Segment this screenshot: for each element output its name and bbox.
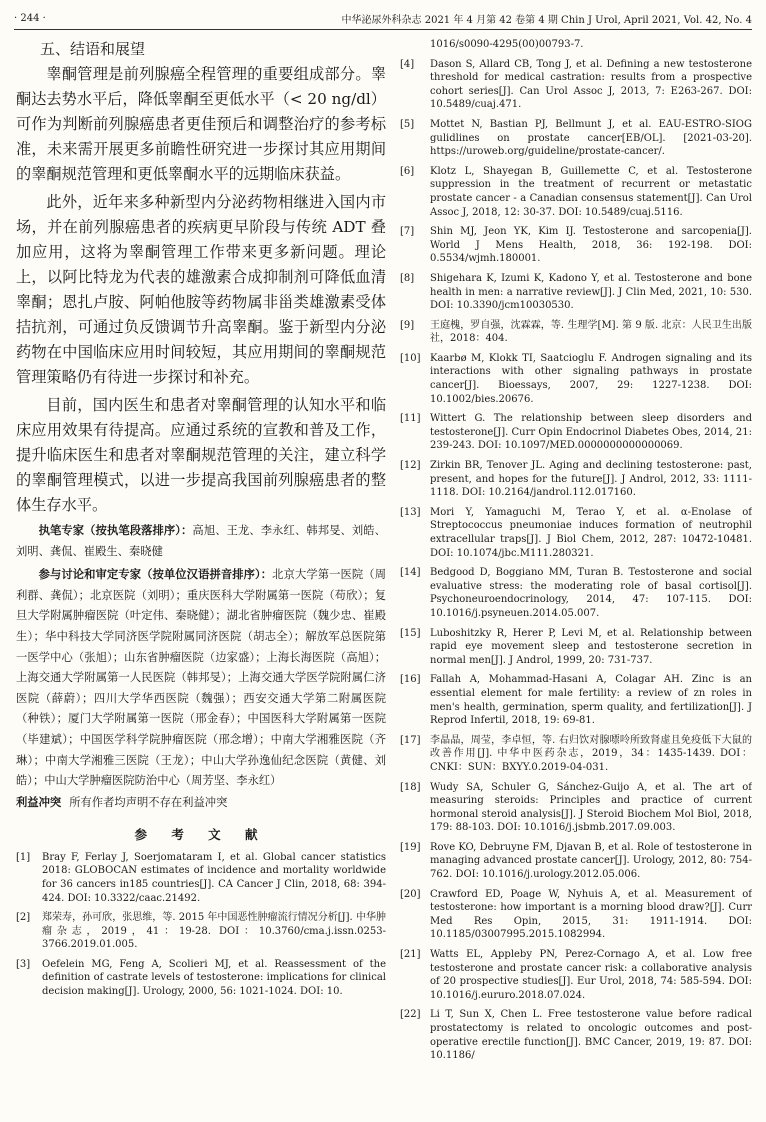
reference-number: [20] (400, 888, 421, 900)
reference-number: [19] (400, 841, 421, 853)
reference-item (400, 627, 752, 668)
left-column (16, 38, 386, 1112)
reference-item (16, 911, 386, 952)
journal-info: 中华泌尿外科杂志 2021 年 4 月第 42 卷第 4 期 Chin J Urol, April 2021, Vol. 42, No. 4 (341, 14, 752, 26)
reference-number: [13] (400, 506, 421, 518)
reference-text: Bray F, Ferlay J, Soerjomataram I, et al. Global cancer statistics 2018: GLOBOCAN estimates of incidence and mortality worldwide for 36 cancers in185 countries[J]. CA Cancer J Clin, 2018, 68: 394-424. DOI: 10.3322/caac.21492. (42, 851, 386, 904)
writing-experts (16, 520, 386, 562)
reference-number: [9] (400, 319, 415, 331)
reference-number: [15] (400, 627, 421, 639)
reference-number: [14] (400, 567, 421, 579)
reference-text: Wittert G. The relationship between sleep disorders and testosterone[J]. Curr Opin Endocrinol Diabetes Obes, 2014, 21: 239-243. DOI: 10.1097/MED.0000000000000069. (430, 413, 752, 452)
reference-item (400, 888, 752, 942)
reference-item (400, 319, 752, 346)
reference-text: Dason S, Allard CB, Tong J, et al. Defining a new testosterone threshold for medical castration: results from a prospective cohort series[J]. Can Urol Assoc J, 2013, 7: E263-267. DOI: 10.5489/cuaj.471. (430, 58, 752, 111)
reference-text: Watts EL, Appleby PN, Perez-Cornago A, et al. Low free testosterone and prostate cancer risk: a collaborative analysis of 20 prospective studies[J]. Eur Urol, 2018, 74: 585-594. DOI: 10.1016/j.eururo.2018.07.024. (430, 949, 752, 1001)
reference-text: Shigehara K, Izumi K, Kadono Y, et al. Testosterone and bone health in men: a narrative review[J]. J Clin Med, 2021, 10: 530. DOI: 10.3390/jcm10030530. (430, 272, 752, 312)
reference-number: [16] (400, 674, 421, 686)
coi-text: 所有作者均声明不存在利益冲突 (69, 795, 228, 809)
reference-item (400, 841, 752, 882)
reference-text: 郑荣寿，孙可欣，张思维，等. 2015 年中国恶性肿瘤流行情况分析[J]. 中华肿瘤杂志，2019，41：19-28. DOI：10.3760/cma.j.issn.0253-3766.2019.01.005. (42, 912, 386, 951)
reference-text: Li T, Sun X, Chen L. Free testosterone value before radical prostatectomy is related to oncologic outcomes and post-operative erectile function[J]. BMC Cancer, 2019, 19: 87. DOI: 10.1186/ (430, 1009, 752, 1062)
references-list-left (16, 851, 386, 999)
reference-number: [7] (400, 226, 415, 238)
reference-text: Klotz L, Shayegan B, Guillemette C, et al. Testosterone suppression in the treatment of recurrent or metastatic prostate cancer - a Canadian consensus statement[J]. Can Urol Assoc J, 2018, 12: 30-37. DOI: 10.5489/cuaj.5116. (430, 165, 752, 218)
coi-label: 利益冲突 (16, 794, 62, 809)
review-experts-label: 参与讨论和审定专家（按单位汉语拼音排序）： (38, 567, 273, 582)
page-number: · 244 · (14, 12, 46, 24)
body-paragraph-2: 此外，近年来多种新型内分泌药物相继进入国内市场，并在前列腺癌患者的疾病更早阶段与传统 ADT 叠加应用，这将为睾酮管理工作带来更多新问题。理论上，以阿比特龙为代表的雄激素合成抑制剂可降低血清睾酮；恩扎卢胺、阿帕他胺等药物属非甾类雄激素受体拮抗剂，可通过负反馈调节升高睾酮。鉴于新型内分泌药物在中国临床应用时间较短，其应用期间的睾酮规范管理策略仍有待进一步探讨和补充。 (16, 193, 386, 386)
writing-experts-label: 执笔专家（按执笔段落排序）： (38, 523, 193, 537)
writing-experts-names: 高旭、王龙、李永红、韩邦旻、刘皓、刘明、龚侃、崔殿生、秦晓健 (16, 524, 386, 558)
reference-number: [3] (16, 958, 31, 970)
reference-item (400, 352, 752, 406)
reference-item (400, 58, 752, 112)
references-title: 参 考 文 献 (134, 826, 268, 842)
body-paragraph-1: 睾酮管理是前列腺癌全程管理的重要组成部分。睾酮达去势水平后，降低睾酮至更低水平（< 20 ng/dl）可作为判断前列腺癌患者更佳预后和调整治疗的参考标准，未来需开展更多前瞻性研究进一步探讨其应用期间的睾酮规范管理和更低睾酮水平的远期临床获益。 (16, 65, 386, 183)
reference-item (400, 272, 752, 313)
reference-text: Fallah A, Mohammad-Hasani A, Colagar AH. Zinc is an essential element for male fertility: a review of zn roles in men's health, germination, sperm quality, and fertilization[J]. J Reprod Infertil, 2018, 19: 69-81. (430, 674, 752, 727)
reference-text: Luboshitzky R, Herer P, Levi M, et al. Relationship between rapid eye movement sleep and testosterone secretion in normal men[J]. J Androl, 1999, 20: 731-737. (430, 627, 752, 666)
reference-number: [6] (400, 165, 415, 177)
reference-item (400, 459, 752, 500)
reference-number: [8] (400, 272, 415, 284)
reference-item (400, 734, 752, 775)
review-experts (16, 564, 386, 792)
reference-number: [10] (400, 352, 421, 364)
review-experts-names: 北京大学第一医院（周利群、龚侃）；北京医院（刘明）；重庆医科大学附属第一医院（苟欣）；复旦大学附属肿瘤医院（叶定伟、秦晓健）；湖北省肿瘤医院（魏少忠、崔殿生）；华中科技大学同济医学院附属同济医院（胡志全）；解放军总医院第一医学中心（张旭）；山东省肿瘤医院（边家盛）；上海长海医院（高旭）；上海交通大学附属第一人民医院（韩邦旻）；上海交通大学医学院附属仁济医院（薛蔚）；四川大学华西医院（魏强）；西安交通大学第二附属医院（种铁）；厦门大学附属第一医院（邢金春）；中国医科大学附属第一医院（毕建斌）；中国医学科学院肿瘤医院（邢念增）；中南大学湘雅医院（齐琳）；中南大学湘雅三医院（王龙）；中山大学孙逸仙纪念医院（黄健、刘皓）；中山大学肿瘤医院防治中心（周芳坚、李永红） (16, 568, 386, 788)
reference-item (400, 948, 752, 1002)
conflict-of-interest (16, 792, 386, 813)
reference-text: Bedgood D, Boggiano MM, Turan B. Testosterone and social evaluative stress: the moderating role of basal cortisol[J]. Psychoneuroendocrinology, 2014, 47: 107-115. DOI: 10.1016/j.psyneuen.2014.05.007. (430, 567, 752, 619)
reference-item (400, 506, 752, 560)
reference-number: [11] (400, 413, 421, 425)
section-title: 五、结语和展望 (40, 40, 146, 58)
header-divider (14, 29, 752, 30)
reference-number: [5] (400, 118, 415, 130)
references-list-right (400, 58, 752, 1063)
reference-text: Crawford ED, Poage W, Nyhuis A, et al. Measurement of testosterone: how important is a morning blood draw?[J]. Curr Med Res Opin, 2015, 31: 1911-1914. DOI: 10.1185/03007995.2015.1082994. (430, 888, 752, 941)
reference-text: Shin MJ, Jeon YK, Kim IJ. Testosterone and sarcopenia[J]. World J Mens Health, 2018, 36: 192-198. DOI: 0.5534/wjmh.180001. (430, 226, 752, 265)
reference-3-continuation: 1016/s0090-4295(00)00793-7. (430, 39, 584, 50)
reference-item (400, 118, 752, 159)
reference-item (400, 566, 752, 620)
running-header (14, 10, 752, 26)
reference-text: Zirkin BR, Tenover JL. Aging and declining testosterone: past, present, and hopes for the future[J]. J Androl, 2012, 33: 1111-1118. DOI: 10.2164/jandrol.112.017160. (430, 460, 752, 499)
reference-text: Oefelein MG, Feng A, Scolieri MJ, et al. Reassessment of the definition of castrate levels of testosterone: implications for clinical decision making[J]. Urology, 2000, 56: 1021-1024. DOI: 10. (42, 958, 386, 998)
reference-text: Rove KO, Debruyne FM, Djavan B, et al. Role of testosterone in managing advanced prostate cancer[J]. Urology, 2012, 80: 754-762. DOI: 10.1016/j.urology.2012.05.006. (430, 841, 752, 881)
right-column (400, 38, 752, 1112)
reference-text: Mottet N, Bastian PJ, Bellmunt J, et al. EAU-ESTRO-SIOG gulidlines on prostate cancer[EB/OL]. [2021-03-20]. https://uroweb.org/guideline/prostate-cancer/. (430, 118, 752, 158)
reference-item (400, 781, 752, 835)
reference-text: Kaarbø M, Klokk TI, Saatcioglu F. Androgen signaling and its interactions with other signaling pathways in prostate cancer[J]. Bioessays, 2007, 29: 1227-1238. DOI: 10.1002/bies.20676. (430, 352, 752, 405)
reference-number: [4] (400, 58, 415, 70)
reference-item (400, 673, 752, 727)
reference-item (16, 958, 386, 999)
reference-number: [12] (400, 460, 421, 472)
reference-text: 李晶晶，周莹，李卓恒，等. 右归饮对腺嘌呤所致肾虚且免疫低下大鼠的改善作用[J]. 中华中医药杂志，2019，34：1435-1439. DOI：CNKI：SUN：BXYY.0.2019-04-031. (430, 734, 752, 773)
reference-number: [17] (400, 734, 421, 746)
reference-text: 王庭槐，罗自强，沈霖霖，等. 生理学[M]. 第 9 版. 北京：人民卫生出版社，2018：404. (430, 319, 752, 345)
reference-text: Wudy SA, Schuler G, Sánchez-Guijo A, et al. The art of measuring steroids: Principles and practice of current hormonal steroid analysis[J]. J Steroid Biochem Mol Biol, 2018, 179: 88-103. DOI: 10.1016/j.jsbmb.2017.09.003. (430, 781, 752, 834)
reference-number: [21] (400, 949, 421, 961)
reference-item (400, 165, 752, 219)
reference-item (16, 851, 386, 905)
reference-number: [2] (16, 912, 31, 924)
reference-number: [1] (16, 851, 31, 863)
reference-text: Mori Y, Yamaguchi M, Terao Y, et al. α-Enolase of Streptococcus pneumoniae induces formation of neutrophil extracellular traps[J]. J Biol Chem, 2012, 287: 10472-10481. DOI: 10.1074/jbc.M111.280321. (430, 506, 752, 559)
body-paragraph-3: 目前，国内医生和患者对睾酮管理的认知水平和临床应用效果有待提高。应通过系统的宣教和普及工作，提升临床医生和患者对睾酮规范管理的关注，建立科学的睾酮管理模式，以进一步提高我国前列腺癌患者的整体生存水平。 (16, 396, 386, 514)
reference-number: [22] (400, 1009, 421, 1021)
reference-item (400, 225, 752, 266)
reference-item (400, 1008, 752, 1062)
reference-number: [18] (400, 781, 421, 793)
reference-item (400, 412, 752, 453)
